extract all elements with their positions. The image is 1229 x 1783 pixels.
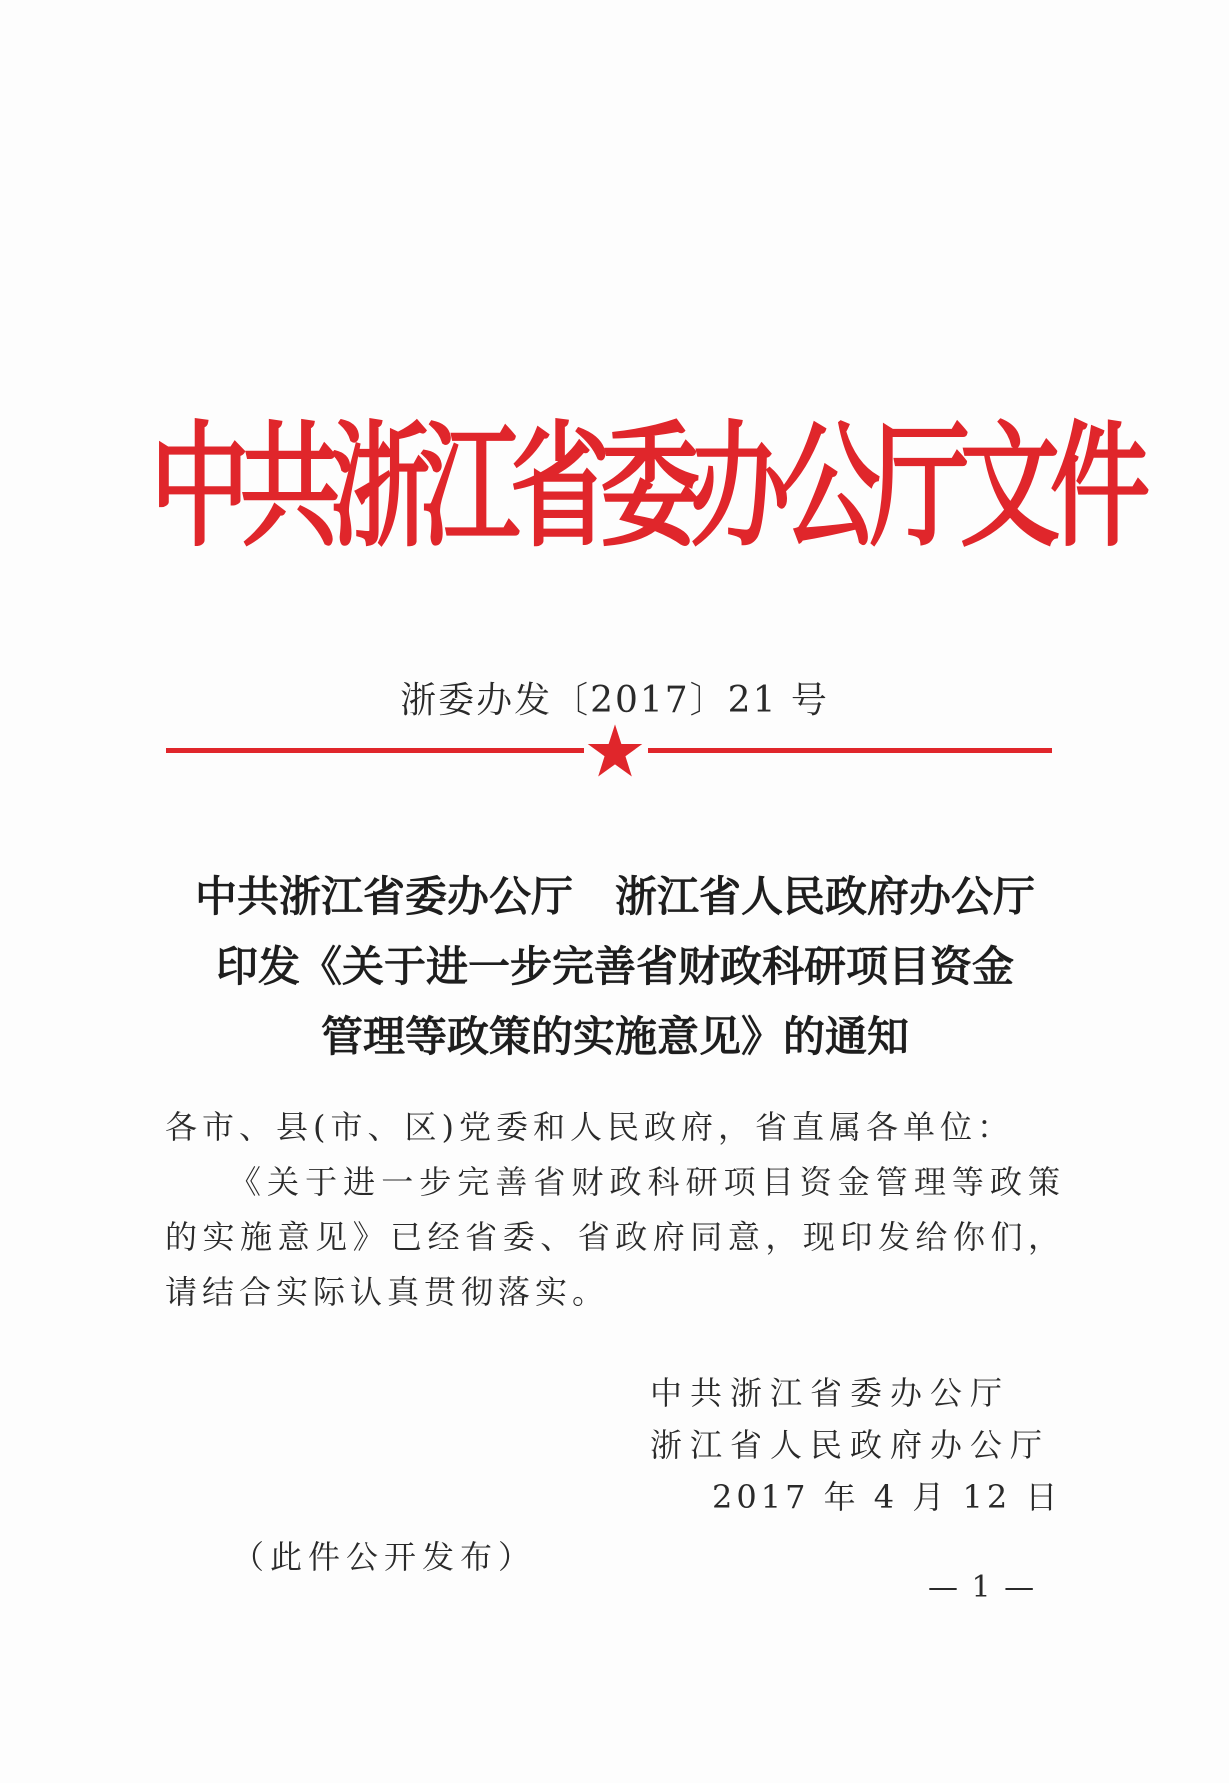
signature-org-1: 中共浙江省委办公厅 — [650, 1374, 1011, 1412]
signature-org-2: 浙江省人民政府办公厅 — [650, 1426, 1051, 1464]
document-number: 浙委办发〔2017〕21 号 — [400, 680, 829, 721]
masthead-title: 中共浙江省委办公厅文件 — [150, 407, 1140, 566]
notice-title — [140, 862, 1090, 1072]
body-paragraph: 《关于进一步完善省财政科研项目资金管理等政策的实施意见》已经省委、省政府同意，现印发给你们，请结合实际认真贯彻落实。 — [165, 1163, 1065, 1311]
public-release-note: （此件公开发布） — [232, 1538, 537, 1576]
red-rule-left — [166, 748, 584, 753]
red-rule-right — [648, 748, 1052, 753]
salutation: 各市、县(市、区)党委和人民政府，省直属各单位： — [165, 1108, 1014, 1146]
title-line-3: 管理等政策的实施意见》的通知 — [320, 1012, 909, 1061]
signature-date: 2017 年 4 月 12 日 — [712, 1478, 1062, 1516]
title-line-2: 印发《关于进一步完善省财政科研项目资金 — [215, 942, 1014, 991]
page-number: — 1 — — [928, 1570, 1037, 1605]
star-icon — [586, 722, 644, 780]
title-line-1: 中共浙江省委办公厅 浙江省人民政府办公厅 — [194, 872, 1035, 921]
